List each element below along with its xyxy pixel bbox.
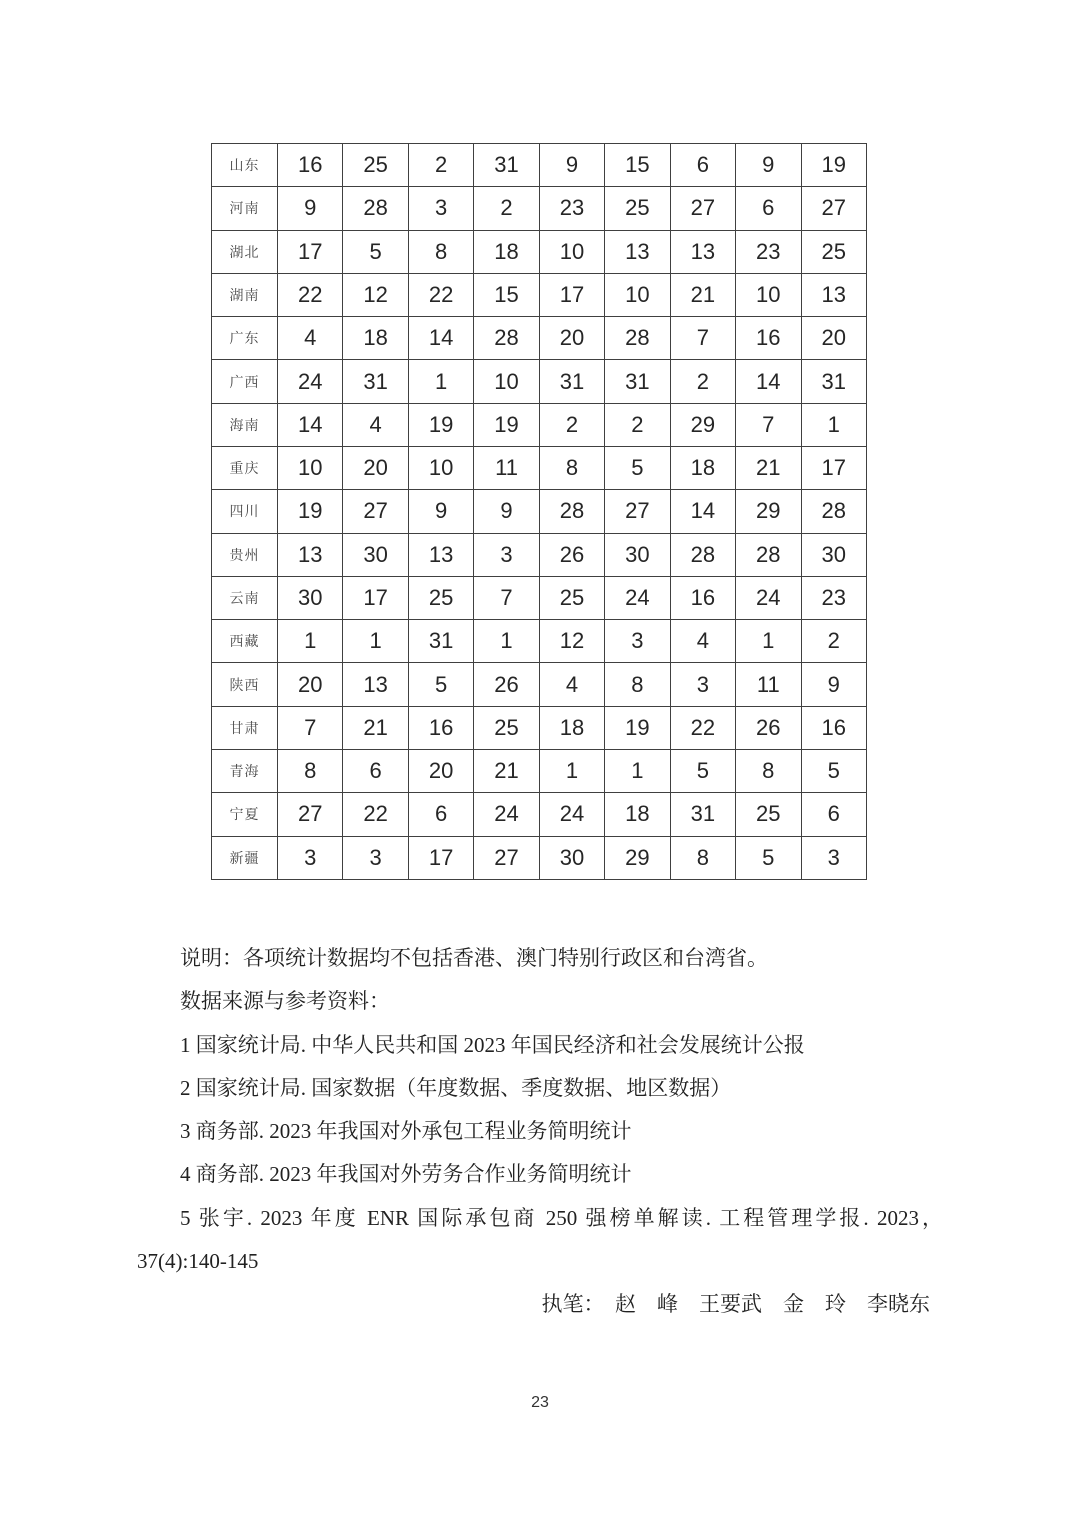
rank-value-cell: 17 <box>408 836 473 880</box>
rank-value-cell: 29 <box>736 490 801 533</box>
rank-value-cell: 28 <box>736 533 801 576</box>
rank-value-cell: 7 <box>670 317 735 360</box>
rank-value-cell: 9 <box>408 490 473 533</box>
rank-value-cell: 16 <box>408 706 473 749</box>
rank-value-cell: 5 <box>670 749 735 792</box>
rank-value-cell: 2 <box>539 403 604 446</box>
rank-value-cell: 10 <box>408 446 473 489</box>
rank-value-cell: 2 <box>670 360 735 403</box>
rank-value-cell: 4 <box>539 663 604 706</box>
rank-value-cell: 1 <box>474 620 539 663</box>
rank-value-cell: 28 <box>605 317 670 360</box>
rank-value-cell: 14 <box>408 317 473 360</box>
province-cell: 河南 <box>212 187 278 230</box>
rank-value-cell: 28 <box>801 490 867 533</box>
rank-value-cell: 1 <box>408 360 473 403</box>
note-explanation: 说明：各项统计数据均不包括香港、澳门特别行政区和台湾省。 <box>180 946 768 970</box>
rank-value-cell: 21 <box>343 706 408 749</box>
province-cell: 陕西 <box>212 663 278 706</box>
rank-value-cell: 6 <box>801 793 867 836</box>
rank-value-cell: 25 <box>539 576 604 619</box>
rank-value-cell: 31 <box>670 793 735 836</box>
table-row <box>212 836 867 880</box>
rank-value-cell: 31 <box>801 360 867 403</box>
rank-value-cell: 29 <box>670 403 735 446</box>
rank-value-cell: 30 <box>343 533 408 576</box>
rank-value-cell: 3 <box>670 663 735 706</box>
rank-value-cell: 3 <box>408 187 473 230</box>
rank-value-cell: 10 <box>474 360 539 403</box>
rank-value-cell: 23 <box>736 230 801 273</box>
rank-value-cell: 9 <box>278 187 343 230</box>
rank-value-cell: 13 <box>801 273 867 316</box>
rank-value-cell: 19 <box>605 706 670 749</box>
rank-value-cell: 24 <box>605 576 670 619</box>
rank-value-cell: 19 <box>474 403 539 446</box>
table-row <box>212 663 867 706</box>
rank-value-cell: 2 <box>474 187 539 230</box>
rank-value-cell: 23 <box>801 576 867 619</box>
rank-value-cell: 5 <box>736 836 801 880</box>
rank-value-cell: 10 <box>605 273 670 316</box>
rank-value-cell: 3 <box>343 836 408 880</box>
province-cell: 海南 <box>212 403 278 446</box>
rank-value-cell: 14 <box>736 360 801 403</box>
rank-value-cell: 19 <box>408 403 473 446</box>
rank-value-cell: 21 <box>736 446 801 489</box>
rank-value-cell: 8 <box>605 663 670 706</box>
rank-value-cell: 18 <box>605 793 670 836</box>
table-row <box>212 749 867 792</box>
rank-value-cell: 26 <box>539 533 604 576</box>
rank-value-cell: 6 <box>736 187 801 230</box>
rank-value-cell: 25 <box>408 576 473 619</box>
table-row <box>212 533 867 576</box>
rank-value-cell: 20 <box>343 446 408 489</box>
table-row <box>212 317 867 360</box>
rank-value-cell: 2 <box>605 403 670 446</box>
rank-value-cell: 19 <box>278 490 343 533</box>
rank-value-cell: 28 <box>474 317 539 360</box>
rank-value-cell: 9 <box>539 144 604 187</box>
rank-value-cell: 24 <box>278 360 343 403</box>
table-row <box>212 620 867 663</box>
rank-value-cell: 12 <box>539 620 604 663</box>
page-number: 23 <box>531 1394 549 1411</box>
rank-value-cell: 25 <box>474 706 539 749</box>
rank-value-cell: 24 <box>736 576 801 619</box>
rank-value-cell: 13 <box>408 533 473 576</box>
rank-value-cell: 10 <box>278 446 343 489</box>
province-cell: 西藏 <box>212 620 278 663</box>
rank-value-cell: 8 <box>670 836 735 880</box>
rank-value-cell: 31 <box>343 360 408 403</box>
rank-value-cell: 13 <box>343 663 408 706</box>
rank-value-cell: 25 <box>736 793 801 836</box>
rank-value-cell: 31 <box>408 620 473 663</box>
rank-value-cell: 6 <box>670 144 735 187</box>
province-cell: 湖北 <box>212 230 278 273</box>
rank-value-cell: 24 <box>539 793 604 836</box>
rank-value-cell: 31 <box>474 144 539 187</box>
province-cell: 重庆 <box>212 446 278 489</box>
rank-value-cell: 9 <box>736 144 801 187</box>
reference-item-5: 5 张宇. 2023 年度 ENR 国际承包商 250 强榜单解读. 工程管理学报. 2023， <box>180 1205 943 1230</box>
note-sources-heading: 数据来源与参考资料： <box>180 989 390 1014</box>
rank-value-cell: 27 <box>801 187 867 230</box>
rank-value-cell: 25 <box>605 187 670 230</box>
rank-value-cell: 1 <box>539 749 604 792</box>
rank-value-cell: 20 <box>408 749 473 792</box>
rank-value-cell: 3 <box>474 533 539 576</box>
rank-value-cell: 7 <box>474 576 539 619</box>
reference-item-3: 3 商务部. 2023 年我国对外承包工程业务简明统计 <box>180 1119 632 1144</box>
rank-value-cell: 2 <box>408 144 473 187</box>
rank-value-cell: 5 <box>801 749 867 792</box>
rank-value-cell: 31 <box>605 360 670 403</box>
province-cell: 湖南 <box>212 273 278 316</box>
rank-value-cell: 16 <box>801 706 867 749</box>
rank-value-cell: 25 <box>801 230 867 273</box>
rank-value-cell: 16 <box>736 317 801 360</box>
rank-value-cell: 7 <box>736 403 801 446</box>
table-row <box>212 403 867 446</box>
table-row <box>212 446 867 489</box>
rank-value-cell: 17 <box>801 446 867 489</box>
rank-value-cell: 4 <box>343 403 408 446</box>
rank-value-cell: 11 <box>474 446 539 489</box>
table-row <box>212 187 867 230</box>
rank-value-cell: 23 <box>539 187 604 230</box>
rank-value-cell: 10 <box>539 230 604 273</box>
rank-value-cell: 2 <box>801 620 867 663</box>
reference-item-1: 1 国家统计局. 中华人民共和国 2023 年国民经济和社会发展统计公报 <box>180 1032 805 1057</box>
rank-value-cell: 27 <box>670 187 735 230</box>
rank-value-cell: 8 <box>539 446 604 489</box>
province-cell: 云南 <box>212 576 278 619</box>
province-cell: 广东 <box>212 317 278 360</box>
rank-value-cell: 13 <box>670 230 735 273</box>
rank-value-cell: 4 <box>278 317 343 360</box>
rank-value-cell: 21 <box>474 749 539 792</box>
rank-value-cell: 9 <box>801 663 867 706</box>
rank-value-cell: 27 <box>278 793 343 836</box>
province-cell: 青海 <box>212 749 278 792</box>
rank-value-cell: 20 <box>801 317 867 360</box>
rank-value-cell: 30 <box>278 576 343 619</box>
province-rank-table <box>211 143 867 880</box>
rank-table-body <box>212 144 867 880</box>
rank-value-cell: 13 <box>278 533 343 576</box>
rank-value-cell: 10 <box>736 273 801 316</box>
province-cell: 四川 <box>212 490 278 533</box>
rank-value-cell: 18 <box>343 317 408 360</box>
rank-value-cell: 17 <box>343 576 408 619</box>
rank-value-cell: 17 <box>539 273 604 316</box>
rank-value-cell: 7 <box>278 706 343 749</box>
rank-value-cell: 18 <box>474 230 539 273</box>
rank-value-cell: 30 <box>539 836 604 880</box>
rank-value-cell: 9 <box>474 490 539 533</box>
rank-value-cell: 1 <box>736 620 801 663</box>
rank-value-cell: 13 <box>605 230 670 273</box>
rank-value-cell: 18 <box>539 706 604 749</box>
rank-value-cell: 6 <box>343 749 408 792</box>
rank-value-cell: 14 <box>278 403 343 446</box>
table-row <box>212 793 867 836</box>
rank-value-cell: 27 <box>605 490 670 533</box>
table-row <box>212 144 867 187</box>
rank-value-cell: 25 <box>343 144 408 187</box>
rank-value-cell: 22 <box>670 706 735 749</box>
rank-value-cell: 28 <box>670 533 735 576</box>
rank-value-cell: 8 <box>736 749 801 792</box>
rank-value-cell: 4 <box>670 620 735 663</box>
rank-value-cell: 5 <box>343 230 408 273</box>
rank-value-cell: 20 <box>278 663 343 706</box>
notes-section <box>137 937 943 1327</box>
rank-value-cell: 15 <box>474 273 539 316</box>
rank-value-cell: 28 <box>539 490 604 533</box>
rank-value-cell: 17 <box>278 230 343 273</box>
rank-value-cell: 24 <box>474 793 539 836</box>
table-row <box>212 576 867 619</box>
reference-item-2: 2 国家统计局. 国家数据（年度数据、季度数据、地区数据） <box>180 1075 732 1100</box>
authors-byline: 执笔： 赵 峰 王要武 金 玲 李晓东 <box>541 1292 930 1317</box>
rank-value-cell: 3 <box>605 620 670 663</box>
table-row <box>212 706 867 749</box>
province-cell: 山东 <box>212 144 278 187</box>
table-row <box>212 273 867 316</box>
rank-value-cell: 16 <box>278 144 343 187</box>
rank-value-cell: 1 <box>278 620 343 663</box>
rank-value-cell: 30 <box>605 533 670 576</box>
province-cell: 贵州 <box>212 533 278 576</box>
rank-value-cell: 30 <box>801 533 867 576</box>
reference-item-5-continuation: 37(4):140-145 <box>137 1249 259 1274</box>
rank-value-cell: 3 <box>801 836 867 880</box>
table-row <box>212 490 867 533</box>
rank-value-cell: 31 <box>539 360 604 403</box>
rank-value-cell: 12 <box>343 273 408 316</box>
rank-value-cell: 14 <box>670 490 735 533</box>
rank-value-cell: 27 <box>474 836 539 880</box>
rank-value-cell: 21 <box>670 273 735 316</box>
rank-value-cell: 1 <box>343 620 408 663</box>
rank-value-cell: 8 <box>278 749 343 792</box>
reference-item-4: 4 商务部. 2023 年我国对外劳务合作业务简明统计 <box>180 1162 632 1187</box>
rank-value-cell: 29 <box>605 836 670 880</box>
table-row <box>212 360 867 403</box>
table-row <box>212 230 867 273</box>
rank-value-cell: 26 <box>474 663 539 706</box>
rank-value-cell: 1 <box>605 749 670 792</box>
rank-value-cell: 22 <box>278 273 343 316</box>
rank-value-cell: 26 <box>736 706 801 749</box>
rank-value-cell: 28 <box>343 187 408 230</box>
rank-value-cell: 1 <box>801 403 867 446</box>
rank-value-cell: 5 <box>605 446 670 489</box>
rank-value-cell: 16 <box>670 576 735 619</box>
rank-value-cell: 11 <box>736 663 801 706</box>
rank-value-cell: 6 <box>408 793 473 836</box>
province-cell: 广西 <box>212 360 278 403</box>
rank-value-cell: 22 <box>343 793 408 836</box>
rank-value-cell: 19 <box>801 144 867 187</box>
rank-value-cell: 15 <box>605 144 670 187</box>
province-cell: 甘肃 <box>212 706 278 749</box>
rank-value-cell: 8 <box>408 230 473 273</box>
rank-value-cell: 5 <box>408 663 473 706</box>
rank-value-cell: 20 <box>539 317 604 360</box>
rank-value-cell: 18 <box>670 446 735 489</box>
province-cell: 宁夏 <box>212 793 278 836</box>
rank-value-cell: 22 <box>408 273 473 316</box>
rank-value-cell: 3 <box>278 836 343 880</box>
rank-value-cell: 27 <box>343 490 408 533</box>
province-cell: 新疆 <box>212 836 278 880</box>
